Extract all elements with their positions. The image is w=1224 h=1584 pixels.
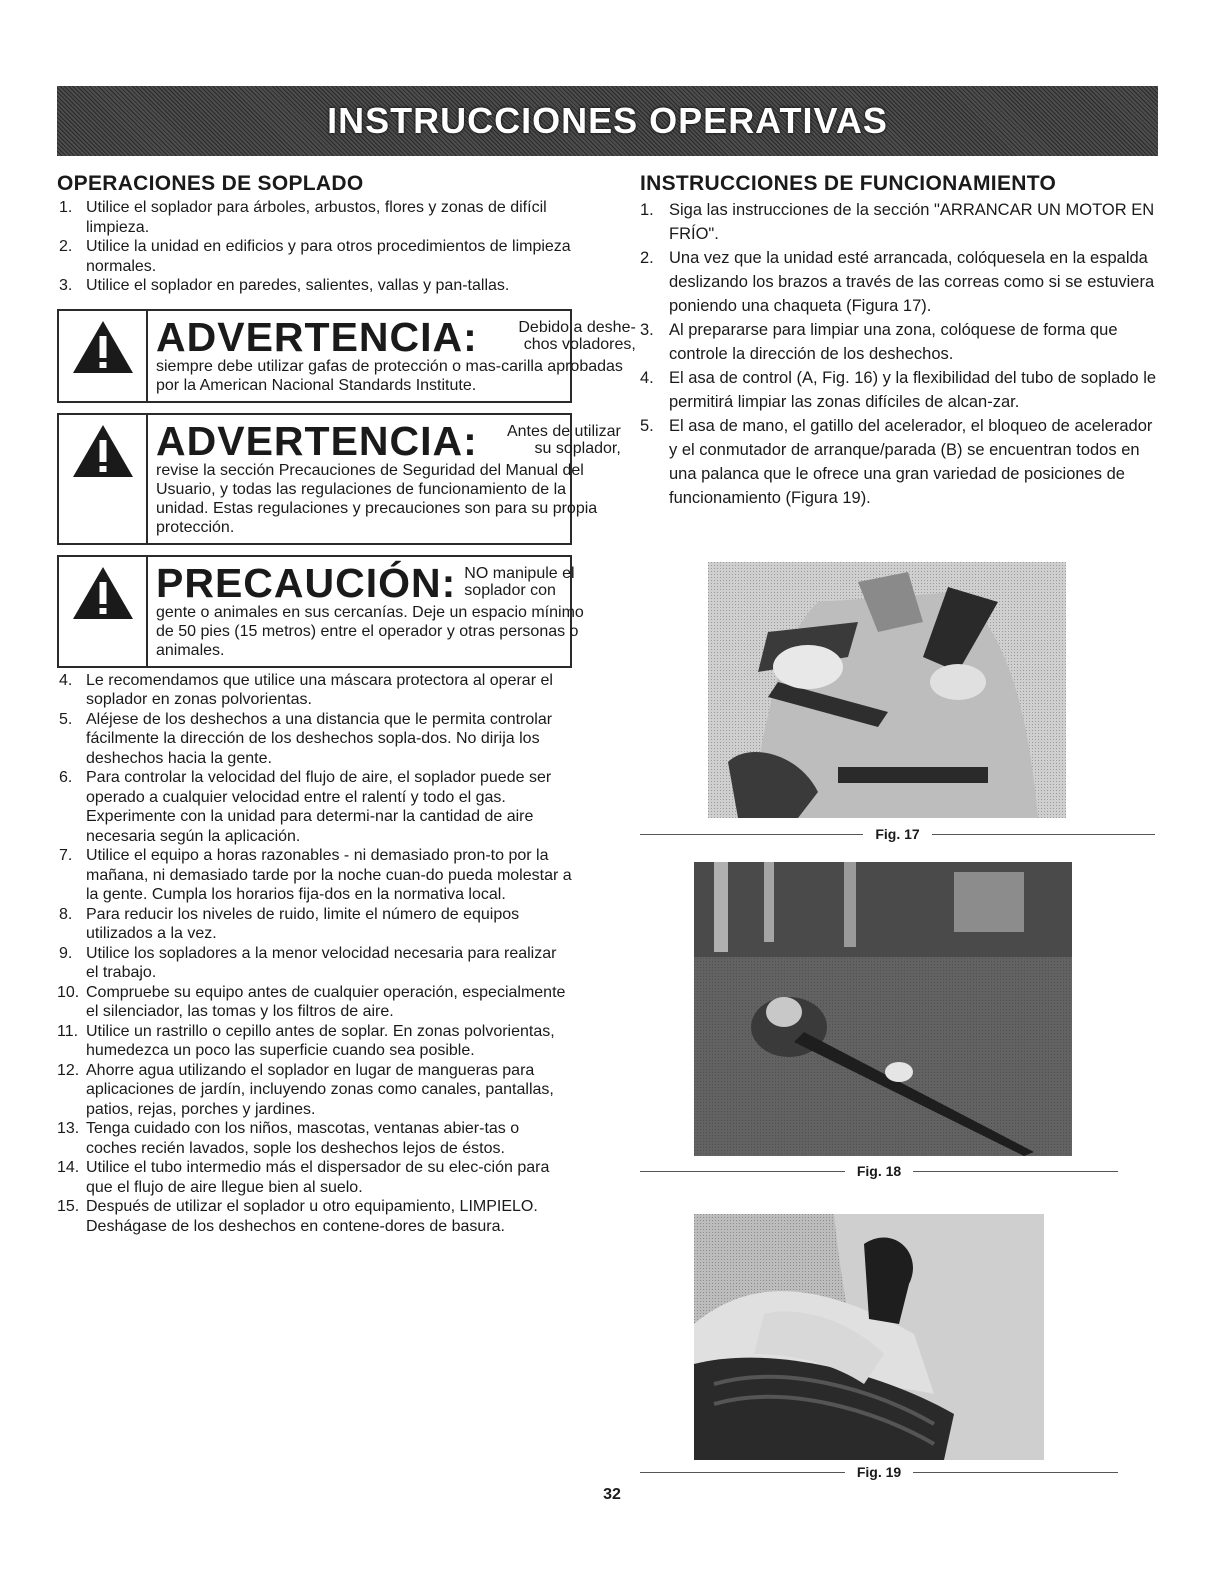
page-banner — [57, 86, 1158, 156]
caption-rule — [640, 834, 863, 835]
list-item — [57, 710, 572, 769]
list-item — [57, 198, 572, 237]
figure-18-photo — [694, 862, 1072, 1156]
blowing-list-bottom — [57, 671, 572, 1237]
warning-icon-cell — [59, 415, 148, 543]
list-item — [57, 237, 572, 276]
item-text: Utilice el tubo intermedio más el dispersador de su elec-ción para que el flujo de aire llegue bien al suelo. — [86, 1159, 550, 1196]
item-number: 6. — [59, 769, 73, 786]
figure-17-caption — [640, 826, 1155, 842]
warning-text — [148, 311, 644, 401]
item-number: 1. — [59, 199, 73, 216]
item-number: 4. — [59, 671, 73, 689]
item-number: 11. — [57, 1022, 79, 1040]
warning-heading: ADVERTENCIA: — [156, 313, 478, 360]
item-text: Al prepararse para limpiar una zona, colóquese de forma que controle la dirección de los deshechos. — [669, 321, 1118, 363]
item-number: 10. — [57, 983, 80, 1001]
item-text: Utilice el equipo a horas razonables - ni demasiado pron-to por la mañana, ni demasiado tarde por la noche cuan-do pueda molestar a la gente. Cumpla los horarios fija-dos en la normativa local. — [86, 847, 572, 903]
item-text: Una vez que la unidad esté arrancada, colóquesela en la espalda deslizando los brazos a través de las correas como si se estuviera poniendo una chaqueta (Figura 17). — [669, 249, 1155, 315]
blowing-list-top — [57, 198, 572, 296]
item-number: 7. — [59, 847, 73, 864]
warning-lead: Debido a deshe-chos voladores, — [518, 318, 636, 353]
list-item — [57, 1022, 572, 1061]
left-column — [57, 172, 636, 1236]
right-column — [640, 172, 1160, 510]
list-item — [57, 671, 572, 710]
item-number: 3. — [640, 321, 654, 339]
figure-19-caption — [640, 1464, 1118, 1480]
section-title-blowing: OPERACIONES DE SOPLADO — [57, 172, 364, 195]
item-text: Utilice el soplador para árboles, arbustos, flores y zonas de difícil limpieza. — [86, 199, 547, 236]
figure-19-photo — [694, 1214, 1044, 1460]
item-number: 3. — [59, 277, 73, 294]
item-number: 4. — [640, 369, 654, 387]
caption-rule — [640, 1472, 845, 1473]
item-text: Utilice un rastrillo o cepillo antes de soplar. En zonas polvorientas, humedezca un poco las superficie cuando sea posible. — [86, 1022, 555, 1059]
page-title: INSTRUCCIONES OPERATIVAS — [327, 100, 888, 141]
item-text: Tenga cuidado con los niños, mascotas, ventanas abier-tas o coches recién lavados, sople los deshechos lejos de éstos. — [86, 1120, 520, 1157]
list-item — [57, 1119, 572, 1158]
item-text: Aléjese de los deshechos a una distancia que le permita controlar fácilmente la dirección de los deshechos sopla-dos. No dirija los deshechos hacia la gente. — [86, 710, 553, 767]
list-item — [640, 318, 1160, 366]
list-item — [57, 1197, 572, 1236]
figure-18-image — [694, 862, 1072, 1156]
item-text: Siga las instrucciones de la sección "ARRANCAR UN MOTOR EN FRÍO". — [669, 201, 1155, 243]
warning-lead: Antes de utilizar su soplador, — [506, 422, 621, 457]
warning-triangle-icon — [71, 319, 135, 375]
list-item — [640, 246, 1160, 318]
item-text: Utilice el soplador en paredes, salientes, vallas y pan-tallas. — [86, 277, 510, 294]
figure-18-caption — [640, 1163, 1118, 1179]
list-item — [57, 846, 572, 905]
caution-heading: PRECAUCIÓN: — [156, 559, 457, 606]
item-number: 13. — [57, 1120, 80, 1137]
item-number: 8. — [59, 905, 73, 923]
section-title-operation: INSTRUCCIONES DE FUNCIONAMIENTO — [640, 172, 1057, 195]
figure-label: Fig. 18 — [856, 1163, 902, 1179]
caution-body: gente o animales en sus cercanías. Deje un espacio mínimo de 50 pies (15 metros) entre el operador y otras personas o animales. — [156, 603, 584, 659]
warning-body: revise la sección Precauciones de Seguridad del Manual del Usuario, y todas las regulaciones de funcionamiento de la unidad. Estas regulaciones y precauciones son para su propia protección. — [156, 461, 598, 536]
warning-triangle-icon — [71, 565, 135, 621]
list-item — [57, 1061, 572, 1120]
item-number: 9. — [59, 944, 73, 962]
list-item — [640, 414, 1160, 510]
list-item — [57, 983, 572, 1022]
caption-rule — [932, 834, 1155, 835]
page-number: 32 — [603, 1486, 621, 1503]
caption-rule — [913, 1472, 1118, 1473]
warning-heading: ADVERTENCIA: — [156, 417, 478, 464]
caption-rule — [913, 1171, 1118, 1172]
item-text: Para controlar la velocidad del flujo de aire, el soplador puede ser operado a cualquier velocidad entre el ralentí y todo el gas. Experimente con la unidad para determi-nar la cantidad de aire necesaria según la aplicación. — [86, 769, 552, 845]
item-text: Para reducir los niveles de ruido, limite el número de equipos utilizados a la vez. — [86, 905, 520, 942]
list-item — [57, 944, 572, 983]
list-item — [57, 905, 572, 944]
list-item — [57, 276, 572, 296]
item-text: El asa de control (A, Fig. 16) y la flexibilidad del tubo de soplado le permitirá limpiar las zonas difíciles de alcan-zar. — [669, 369, 1157, 411]
list-item — [640, 366, 1160, 414]
list-item — [640, 198, 1160, 246]
item-number: 2. — [59, 238, 73, 255]
item-text: Utilice la unidad en edificios y para otros procedimientos de limpieza normales. — [86, 238, 571, 275]
item-number: 5. — [640, 417, 654, 435]
item-text: Le recomendamos que utilice una máscara protectora al operar el soplador en zonas polvorientas. — [86, 671, 553, 708]
item-number: 2. — [640, 249, 654, 267]
caution-icon-cell — [59, 557, 148, 666]
warning-triangle-icon — [71, 423, 135, 479]
item-number: 1. — [640, 201, 654, 219]
caution-box — [57, 555, 584, 668]
item-number: 12. — [57, 1061, 80, 1079]
caution-text — [148, 557, 592, 666]
figure-19-image — [694, 1214, 1044, 1460]
item-text: Utilice los sopladores a la menor velocidad necesaria para realizar el trabajo. — [86, 944, 557, 981]
item-number: 14. — [57, 1159, 80, 1176]
warning-box — [57, 413, 621, 545]
item-text: Ahorre agua utilizando el soplador en lugar de mangueras para aplicaciones de jardín, incluyendo zonas como canales, pantallas, patios, rejas, porches y jardines. — [86, 1061, 554, 1118]
list-item — [57, 1158, 572, 1197]
item-number: 5. — [59, 710, 73, 728]
figure-17-photo — [708, 562, 1066, 818]
item-text: Después de utilizar el soplador u otro equipamiento, LIMPIELO. Deshágase de los deshechos en contene-dores de basura. — [86, 1198, 538, 1235]
figure-label: Fig. 19 — [856, 1464, 902, 1480]
item-text: Compruebe su equipo antes de cualquier operación, especialmente el silenciador, las tomas y los filtros de aire. — [86, 983, 566, 1020]
warning-icon-cell — [59, 311, 148, 401]
caption-rule — [640, 1171, 845, 1172]
item-number: 15. — [57, 1198, 80, 1215]
caution-lead: NO manipule el soplador con — [464, 564, 575, 599]
figure-17-image — [708, 562, 1066, 818]
warning-text — [148, 415, 629, 543]
list-item — [57, 768, 572, 846]
figure-label: Fig. 17 — [875, 826, 920, 842]
warning-body: siempre debe utilizar gafas de protección o mas-carilla aprobadas por la American Nacional Standards Institute. — [156, 357, 623, 394]
item-text: El asa de mano, el gatillo del acelerador, el bloqueo de acelerador y el conmutador de arranque/parada (B) se encuentran todos en una palanca que le ofrece una gran variedad de posiciones de funcionamiento (Figura 19). — [669, 417, 1153, 507]
operation-list — [640, 198, 1160, 510]
warning-box — [57, 309, 636, 403]
